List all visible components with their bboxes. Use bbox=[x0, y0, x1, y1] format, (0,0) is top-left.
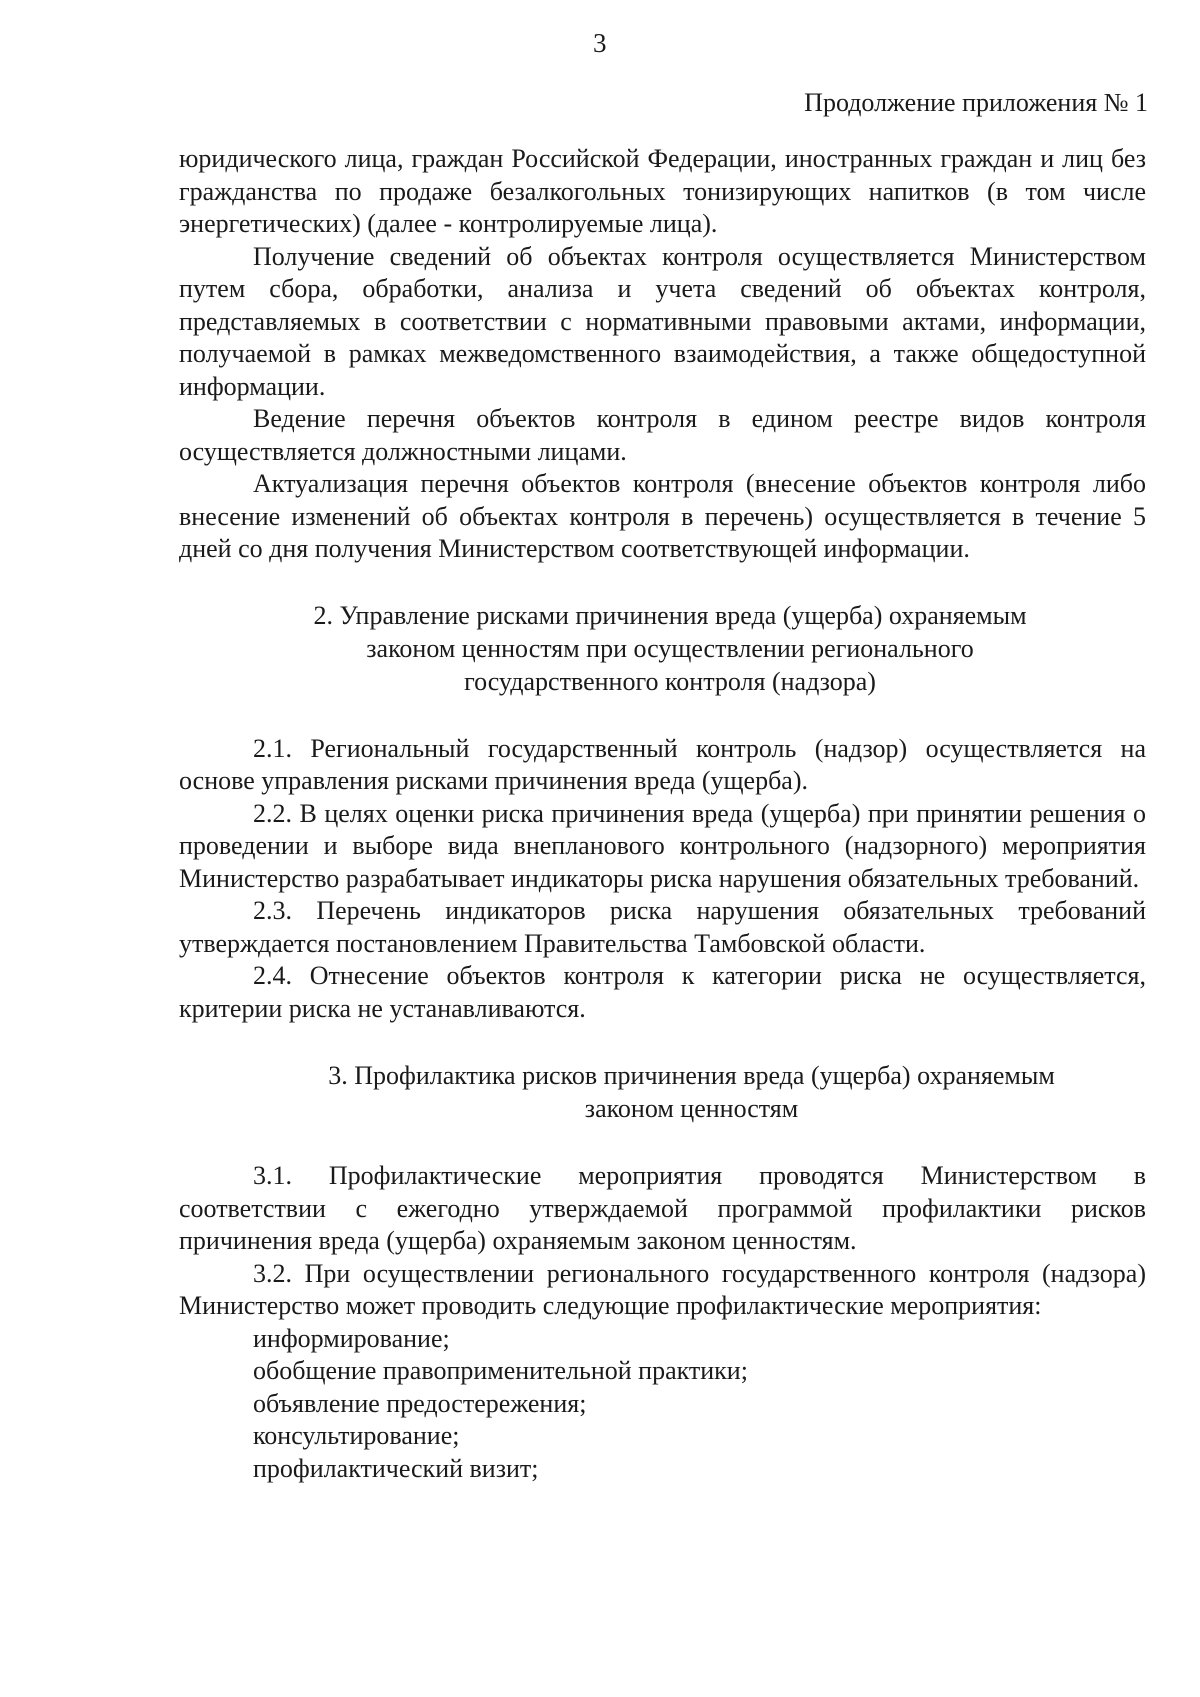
section-2-heading bbox=[179, 599, 1146, 698]
section-3-heading bbox=[179, 1059, 1146, 1125]
section-2-heading-line: законом ценностям при осуществлении регионального bbox=[366, 633, 974, 663]
page-number: 3 bbox=[593, 28, 607, 58]
list-item: обобщение правоприменительной практики; bbox=[253, 1356, 748, 1385]
section-3-heading-line: законом ценностям bbox=[584, 1094, 799, 1123]
paragraph-2-4: 2.4. Отнесение объектов контроля к категории риска не осуществляется, критерии риска не устанавливаются. bbox=[179, 961, 1146, 1023]
list-item: консультирование; bbox=[253, 1421, 460, 1450]
section-2-heading-line: 2. Управление рисками причинения вреда (ущерба) охраняемым bbox=[313, 600, 1027, 630]
list-item: объявление предостережения; bbox=[253, 1388, 587, 1418]
paragraph-3-2: 3.2. При осуществлении регионального государственного контроля (надзора) Министерство может проводить следующие профилактические мероприятия: bbox=[179, 1258, 1146, 1320]
list-item: информирование; bbox=[253, 1323, 450, 1353]
intro-paragraph-1: юридического лица, граждан Российской Федерации, иностранных граждан и лиц без гражданства по продаже безалкогольных тонизирующих напитков (в том числе энергетических) (далее - контролируемые лица). bbox=[179, 144, 1146, 238]
section-2-heading-line: государственного контроля (надзора) bbox=[464, 666, 876, 696]
intro-paragraph-3: Ведение перечня объектов контроля в едином реестре видов контроля осуществляется должностными лицами. bbox=[179, 404, 1146, 466]
intro-paragraph-4: Актуализация перечня объектов контроля (внесение объектов контроля либо внесение изменений об объектах контроля в перечень) осуществляется в течение 5 дней со дня получения Министерством соответствующей информации. bbox=[179, 469, 1146, 563]
section-3-heading-line: 3. Профилактика рисков причинения вреда (ущерба) охраняемым bbox=[328, 1061, 1055, 1090]
paragraph-2-2: 2.2. В целях оценки риска причинения вреда (ущерба) при принятии решения о проведении и выборе вида внепланового контрольного (надзорного) мероприятия Министерство разрабатывает индикаторы риска нарушения обязательных требований. bbox=[179, 798, 1146, 893]
document-body bbox=[179, 143, 1146, 1485]
list-item: профилактический визит; bbox=[253, 1453, 539, 1483]
paragraph-2-1: 2.1. Региональный государственный контроль (надзор) осуществляется на основе управления рисками причинения вреда (ущерба). bbox=[179, 733, 1146, 795]
intro-paragraph-2: Получение сведений об объектах контроля осуществляется Министерством путем сбора, обработки, анализа и учета сведений об объектах контроля, представляемых в соответствии с нормативными правовыми актами, информации, получаемой в рамках межведомственного взаимодействия, а также общедоступной информации. bbox=[179, 241, 1146, 401]
paragraph-2-3: 2.3. Перечень индикаторов риска нарушения обязательных требований утверждается постановлением Правительства Тамбовской области. bbox=[179, 896, 1146, 958]
paragraph-3-1: 3.1. Профилактические мероприятия проводятся Министерством в соответствии с ежегодно утверждаемой программой профилактики рисков причинения вреда (ущерба) охраняемым законом ценностям. bbox=[179, 1161, 1146, 1255]
appendix-continuation-label: Продолжение приложения № 1 bbox=[804, 88, 1148, 117]
